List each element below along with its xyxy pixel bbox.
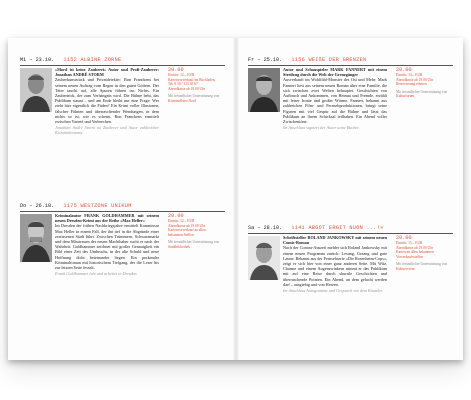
entry-header: [248, 56, 453, 66]
entry-price: Eintritt: 15,– EUR: [396, 241, 423, 245]
entry-info-line: Kartenvorverkauf an allen bekannten Stellen: [168, 228, 206, 237]
entry-note: Im Anschluss signiert der Autor seine Bücher.: [283, 125, 360, 131]
entry-text: Im Dresden der frühen Nachkriegsjahre ermittelt Kommissar Max Heller in einem Fall, der ihn tief in die Abgründe einer zerrissenen Stadt führt. Zwischen Trümmern, Schwarzmarkt und dem Misstrauen der neuen Machthaber sucht er nach der Wahrheit. Goldhammer zeichnet mit großer Genauigkeit ein Bild einer Zeit des Umbruchs, in der alte Schuld und neue Hoffnung dicht beieinander liegen. Ein packender Kriminalroman mit historischem Tiefgang, der die Leser bis zur letzten Seite fesselt.: [55, 223, 159, 271]
entry-title: 1152 ALBINE ZORNE: [63, 57, 122, 63]
entry-text: Nach der Corona-Auszeit meldet sich Roland Jankowsky mit einem neuen Programm zurück: Lesung, Gesang und gute Laune. Bekannt aus der Fernsehserie »Die Rosenheim-Cops«, zeigt er sich hier von einer ganz anderen Seite. Mit Witz, Charme und einem Augenzwinkern nimmt er das Publikum mit auf eine Reise durch skurrile Geschichten und überraschende Pointen. Ein Abend, an dem gelacht werden darf – ausgiebig und von Herzen.: [283, 245, 387, 287]
document-spread: [8, 38, 463, 360]
author-photo: [248, 68, 280, 112]
entry-lead: Kriminalautor FRANK GOLDHAMMER mit seinem neuen Dresden-Krimi aus der Reihe »Max Heller«: [55, 213, 159, 224]
entry-header: [20, 202, 225, 212]
entry-info: [396, 67, 448, 99]
entry-title: 1175 WESTZONE UNIKUM: [63, 203, 132, 209]
event-entry: [248, 224, 453, 350]
entry-text: Ausverkauft im Wohlfühl-Monster des Ost und Mehr: Mark Fannert liest aus seinem neuen Roman über eine Familie, die sich zwischen zwei Welten behauptet. Geschichten von Aufbruch und Ankommen, von Heimat und Fremde, erzählt mit leiser Ironie und großer Wärme. Fannert, bekannt aus zahlreichen Film- und Fernsehproduktionen, bringt seine Figuren mit viel Gespür auf die Bühne und lässt das Publikum an ihrem Schicksal teilhaben. Ein Abend voller Zwischentöne.: [283, 77, 387, 125]
entry-lead: Schriftsteller ROLAND JANKOWSKY mit seinem neuen Comic-Roman: [283, 235, 387, 246]
entry-date: Sa – 28.10.: [248, 225, 283, 231]
entry-sponsor-label: Mit freundlicher Unterstützung von: [168, 240, 220, 245]
entry-body: [283, 235, 387, 293]
author-photo: [248, 236, 280, 280]
entry-info-line: Karten an allen bekannten Vorverkaufsstellen: [396, 250, 434, 259]
entry-sponsor: Stadtbibliothek: [168, 244, 190, 249]
event-entry: [20, 202, 225, 342]
entry-body: [55, 67, 159, 136]
entry-info: [396, 235, 448, 272]
entry-time: 20.00: [396, 67, 412, 73]
entry-body: [283, 67, 387, 130]
entry-note: Frank Goldhammer lebt und arbeitet in Dresden.: [55, 271, 138, 277]
author-photo: [20, 214, 52, 262]
entry-note: Jonathan André Storm ist Zauberer und Autor zahlreicher Kriminalromane.: [55, 125, 159, 136]
entry-price: Eintritt: 12,– EUR: [168, 73, 195, 77]
entry-sponsor-label: Mit freundlicher Unterstützung von: [168, 94, 220, 99]
entry-note: Im Anschluss Autogramme und Gespräch mit dem Künstler.: [283, 288, 383, 294]
page-spine: [233, 38, 239, 360]
entry-title: 1141 ABGOT ERGIT NUON ...!»: [291, 225, 384, 231]
entry-date: Do – 26.10.: [20, 203, 55, 209]
entry-lead: Autor und Schauspieler MARK FANNERT mit einem Streifzug durch die Welt der Grenzgänger: [283, 67, 387, 78]
entry-info-line: Abendkasse ab 19.00 Uhr: [168, 223, 206, 228]
entry-sponsor: Kriminalbüro Nord: [168, 98, 196, 103]
entry-sponsor: Kulturforum: [396, 94, 415, 99]
author-photo: [20, 68, 52, 112]
entry-time: 20.00: [168, 67, 184, 73]
entry-info-line: Kartenvorverkauf im Buchladen, Tel. 0 30 / 123 45 67: [168, 77, 216, 87]
entry-date: Fr – 25.10.: [248, 57, 283, 63]
entry-price: Eintritt: 14,– EUR: [396, 73, 423, 77]
entry-title: 1156 WEIßE DER GRENZEN: [291, 57, 367, 63]
entry-text: Zauberkunststück und Privatdetektiv: Ron Franckens bei seinem neuen Auftrag vom Regen in den guten Göttern. Der Täter taucht auf, alle Spuren führen ins Nichts. Ein Zaubertrick, der zum Verhängnis wird. Die Bühne bebt, das Publikum staunt – und am Ende bleibt nur eine Frage: Wer zieht hier eigentlich die Fäden? Ein Krimi voller Illusionen, falscher Fährten und überraschender Wendungen, in dem nichts so ist, wie es scheint. Ron Franckens ermittelt zwischen Varieté und Verbrechen.: [55, 77, 159, 125]
entry-sponsor-label: Mit freundlicher Unterstützung von: [396, 89, 448, 94]
entry-info-line: Abendkasse ab 19.00 Uhr: [396, 245, 434, 250]
entry-info: [168, 213, 220, 250]
entry-price: Eintritt: 12,– EUR: [168, 219, 195, 223]
entry-header: [20, 56, 225, 66]
entry-time: 20.00: [168, 213, 184, 219]
entry-info-line: Abendkasse ab 19.00 Uhr: [396, 77, 434, 82]
entry-date: Mi – 23.10.: [20, 57, 55, 63]
entry-sponsor: Kulturverein: [396, 266, 415, 271]
entry-header: [248, 224, 453, 234]
entry-time: 20.00: [396, 235, 412, 241]
event-entry: [20, 56, 225, 184]
entry-info-line: Abendkasse ab 19.00 Uhr: [168, 86, 206, 91]
entry-body: [55, 213, 159, 276]
entry-sponsor-label: Mit freundlicher Unterstützung von: [396, 262, 448, 267]
entry-info-line: Reservierung erbeten: [396, 82, 427, 87]
entry-lead: »Mord ist keine Zauberei« Autor und Profi-Zauberer: Jonathan ANDRÉ STORM: [55, 67, 159, 78]
entry-info: [168, 67, 220, 104]
event-entry: [248, 56, 453, 184]
